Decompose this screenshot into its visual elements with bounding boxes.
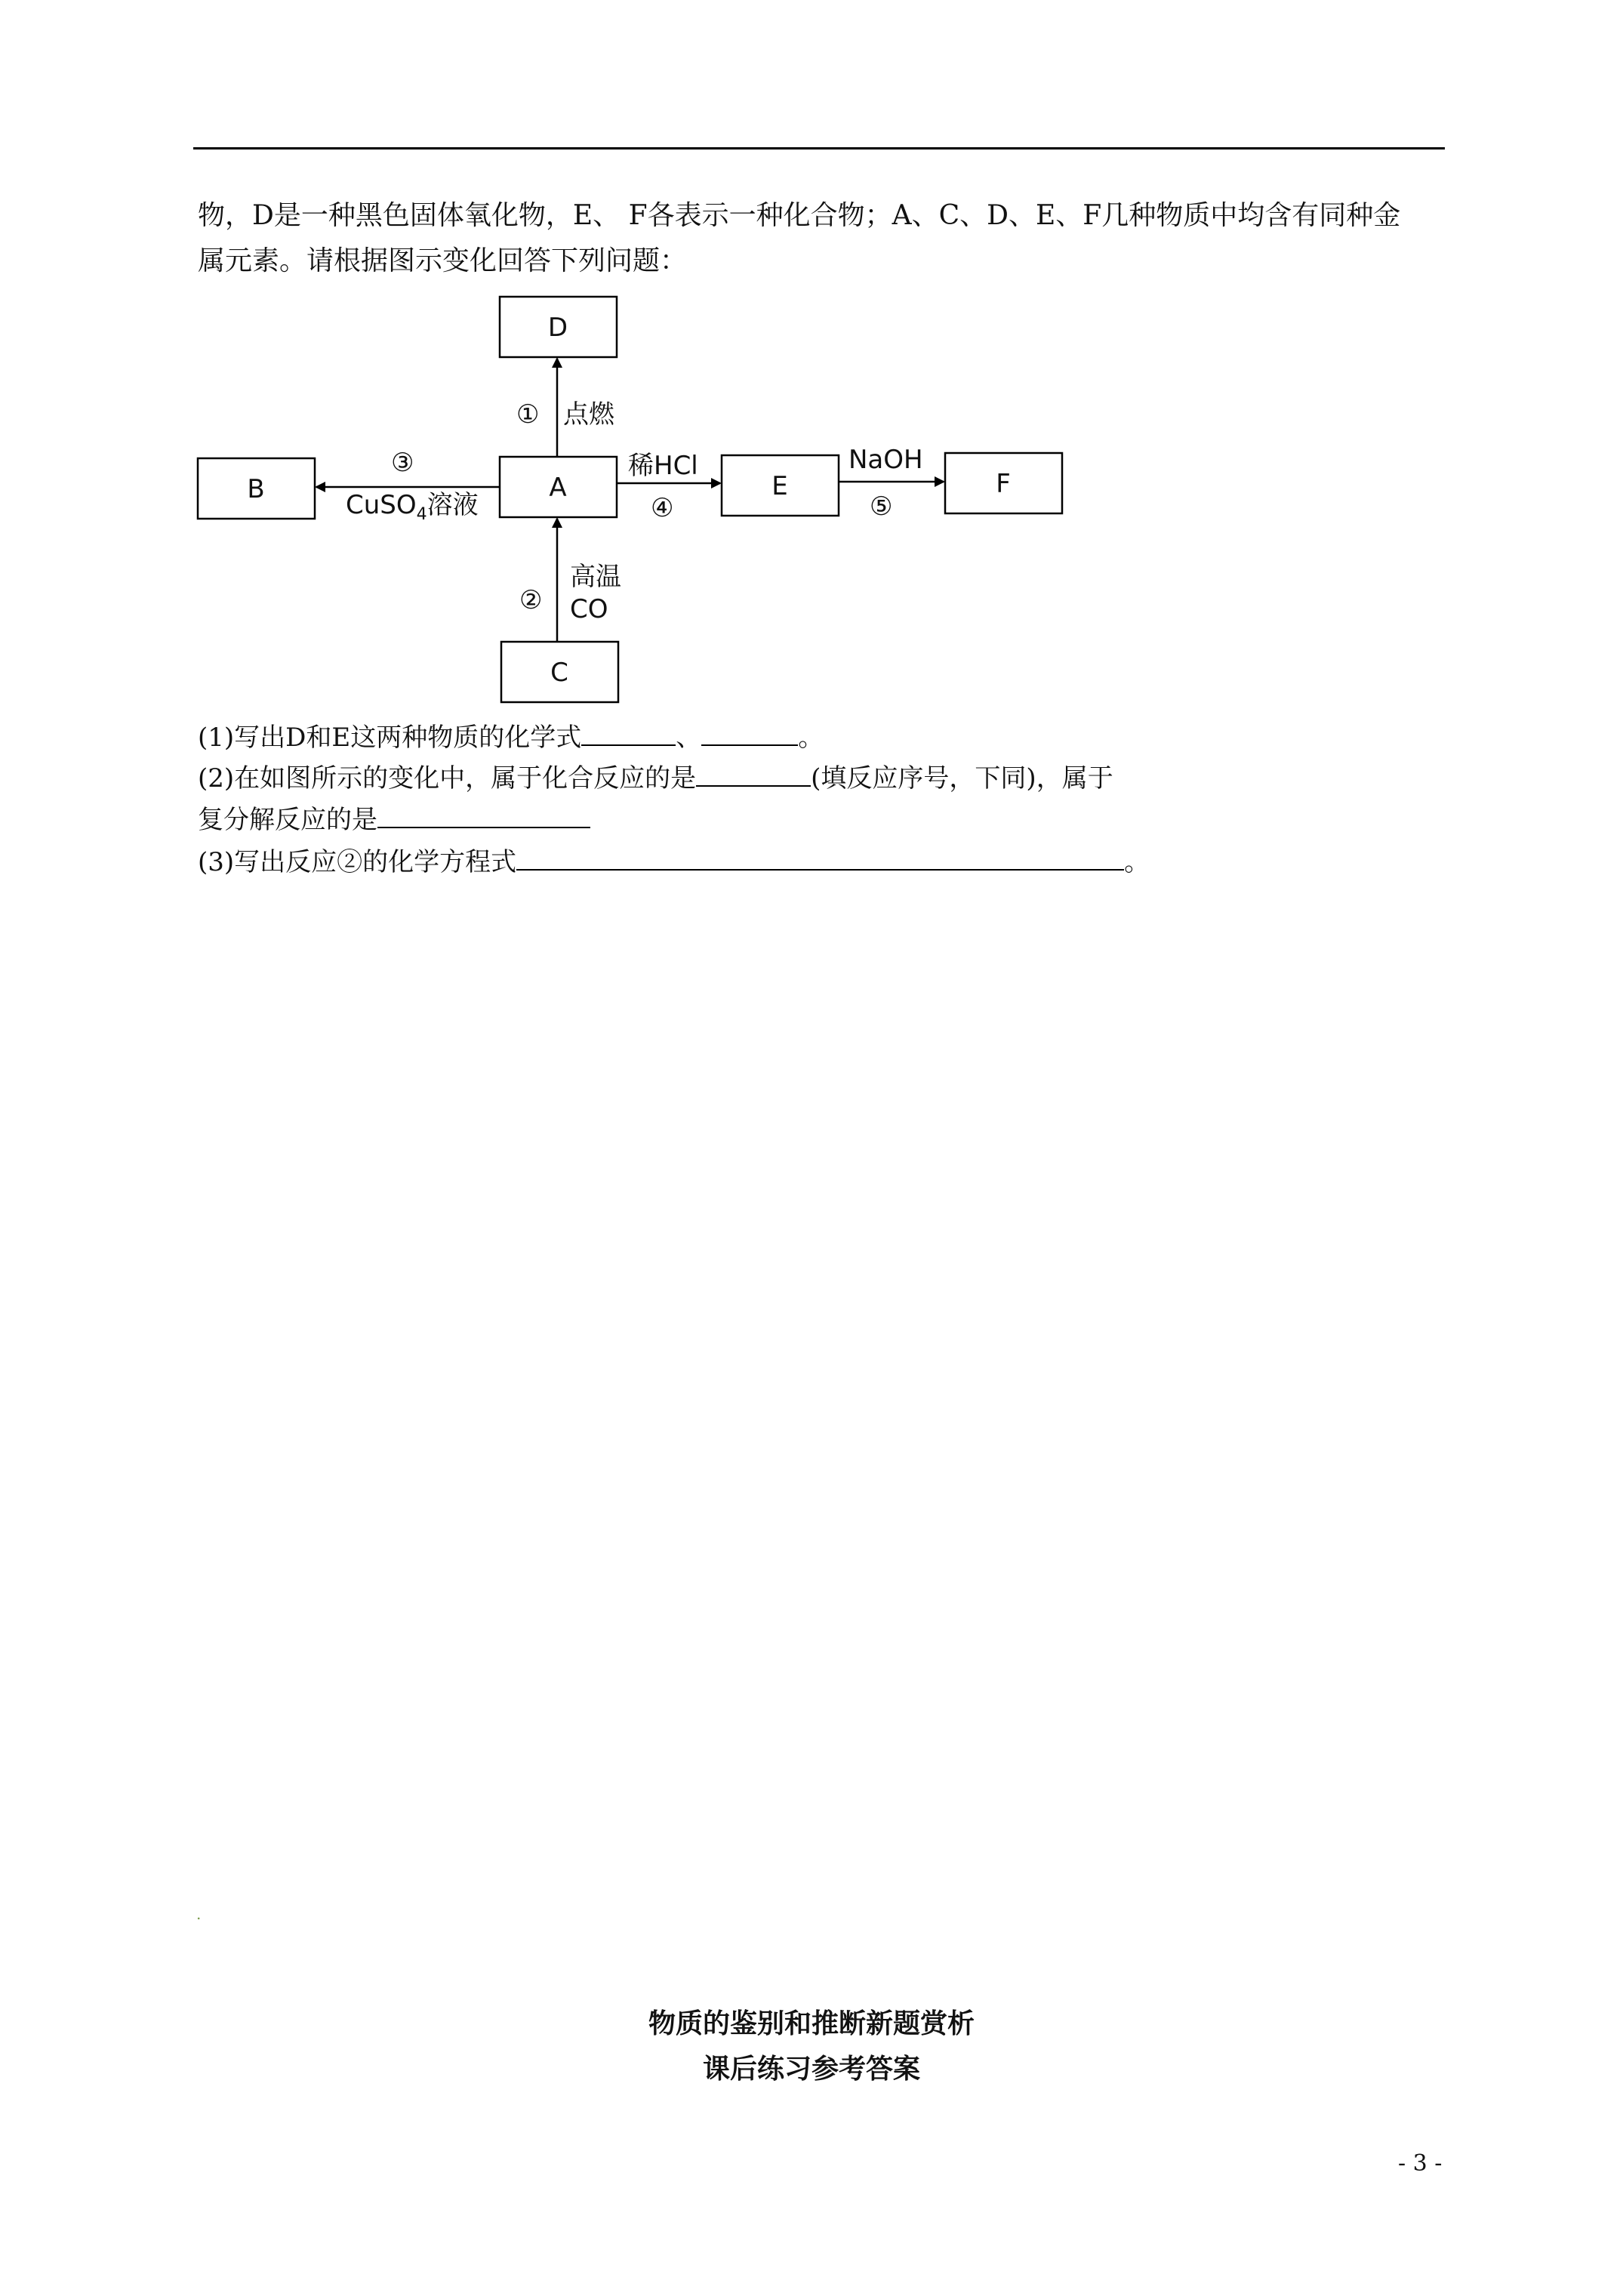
question-1-end: 。 [798, 723, 824, 753]
intro-line-1: 物，D是一种黑色固体氧化物，E、 F各表示一种化合物；A、C、D、E、F几种物质中均含有同种金 [198, 200, 1401, 231]
reaction-2-number: ② [519, 585, 543, 615]
reaction-5-number: ⑤ [870, 492, 893, 522]
question-1 [198, 721, 824, 754]
reaction-3-condition-pre: CuSO [346, 490, 417, 520]
reaction-4-number: ④ [651, 493, 674, 523]
question-3-end: 。 [1124, 847, 1150, 877]
box-b [198, 458, 315, 519]
answer-blank-combination[interactable] [696, 763, 811, 787]
question-2-line-2 [198, 803, 590, 837]
answer-blank-d[interactable] [581, 722, 676, 746]
box-d-label: D [547, 313, 568, 343]
box-e [722, 455, 839, 516]
box-d [500, 297, 617, 357]
question-2 [198, 762, 1113, 795]
reaction-1-number: ① [516, 399, 540, 430]
intro-line-2: 属元素。请根据图示变化回答下列问题： [198, 245, 688, 276]
section-subtitle: 课后练习参考答案 [702, 2053, 920, 2085]
question-3-text: (3)写出反应②的化学方程式 [198, 847, 517, 877]
reaction-4-condition: 稀HCl [628, 451, 698, 481]
reaction-5-condition: NaOH [848, 445, 923, 475]
reaction-3-condition-post: 溶液 [427, 490, 479, 520]
question-1-text: (1)写出D和E这两种物质的化学式 [198, 723, 582, 753]
stray-mark: . [196, 1905, 202, 1923]
box-a-label: A [549, 473, 567, 503]
box-c [501, 642, 618, 702]
question-2-text: (2)在如图所示的变化中，属于化合反应的是 [198, 763, 697, 794]
section-title: 物质的鉴别和推断新题赏析 [648, 2008, 975, 2039]
box-b-label: B [247, 474, 265, 504]
question-3 [198, 846, 1150, 879]
box-e-label: E [771, 471, 788, 501]
reaction-1-condition: 点燃 [563, 399, 614, 430]
page-number: - 3 - [1398, 2150, 1443, 2177]
box-a [500, 457, 617, 517]
answer-blank-double-decomposition[interactable] [377, 804, 590, 828]
question-1-separator: 、 [676, 723, 702, 753]
box-f [945, 453, 1062, 513]
box-f-label: F [996, 469, 1011, 499]
question-2-mid: (填反应序号，下同)，属于 [811, 763, 1113, 794]
question-2-line-2-text: 复分解反应的是 [198, 805, 377, 835]
answer-blank-equation[interactable] [516, 846, 1124, 871]
reaction-3-number: ③ [391, 448, 414, 478]
answer-blank-e[interactable] [701, 722, 798, 746]
reaction-2-condition-top: 高温 [570, 562, 621, 592]
reaction-2-condition-bottom: CO [570, 594, 608, 624]
box-c-label: C [550, 658, 568, 688]
reaction-3-condition [346, 490, 479, 524]
reaction-3-condition-sub: 4 [416, 505, 427, 524]
